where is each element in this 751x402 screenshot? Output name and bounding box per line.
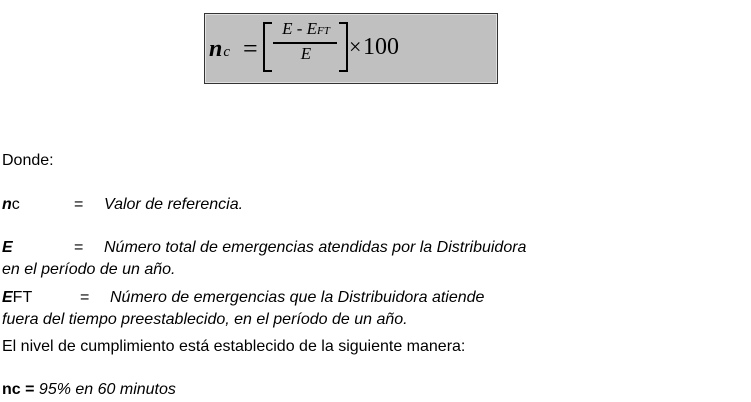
nc-equals: = bbox=[74, 196, 84, 213]
formula-lhs bbox=[209, 36, 230, 63]
nc-term-bold: n bbox=[2, 196, 12, 213]
e-equals: = bbox=[74, 239, 84, 256]
cumplimiento-text: El nivel de cumplimiento está establecido de la siguiente manera: bbox=[2, 338, 466, 355]
e-term: E bbox=[2, 239, 13, 256]
nc-term-rest: c bbox=[11, 196, 20, 213]
formula-lhs-var: n bbox=[209, 36, 223, 62]
formula-numerator-minus: - bbox=[296, 19, 303, 38]
formula-numerator-sub: FT bbox=[317, 25, 330, 37]
nc-final bbox=[2, 380, 176, 400]
e-def-line1: Número total de emergencias atendidas por la Distribuidora bbox=[104, 239, 527, 256]
nc-def: Valor de referencia. bbox=[104, 196, 244, 213]
eft-term-bold: E bbox=[2, 289, 13, 306]
nc-term bbox=[2, 195, 74, 215]
eft-term-rest: FT bbox=[12, 289, 33, 306]
formula-numerator-e: E bbox=[282, 19, 293, 38]
formula-numerator-e2: E bbox=[306, 19, 318, 38]
e-def-line2: en el período de un año. bbox=[2, 261, 176, 278]
formula-factor: 100 bbox=[363, 34, 399, 60]
formula-box bbox=[204, 13, 498, 84]
donde-label: Donde: bbox=[2, 152, 54, 169]
eft-definition bbox=[2, 288, 484, 308]
formula-left-bracket bbox=[263, 22, 272, 72]
formula-right-bracket bbox=[339, 22, 348, 72]
formula-denominator: E bbox=[300, 44, 312, 63]
nc-definition bbox=[2, 195, 243, 215]
formula-times: × bbox=[349, 34, 362, 59]
nc-final-label: nc = bbox=[2, 381, 35, 398]
eft-equals: = bbox=[80, 289, 90, 306]
eft-def-line1: Número de emergencias que la Distribuidora atiende bbox=[110, 289, 485, 306]
eft-term bbox=[2, 288, 80, 308]
formula bbox=[205, 14, 497, 83]
eft-def-line2: fuera del tiempo preestablecido, en el período de un año. bbox=[2, 311, 408, 328]
formula-numerator bbox=[275, 19, 337, 39]
nc-final-value: 95% en 60 minutos bbox=[38, 381, 176, 398]
e-definition bbox=[2, 238, 526, 258]
formula-lhs-sub: c bbox=[223, 44, 231, 60]
formula-equals: = bbox=[243, 34, 258, 63]
